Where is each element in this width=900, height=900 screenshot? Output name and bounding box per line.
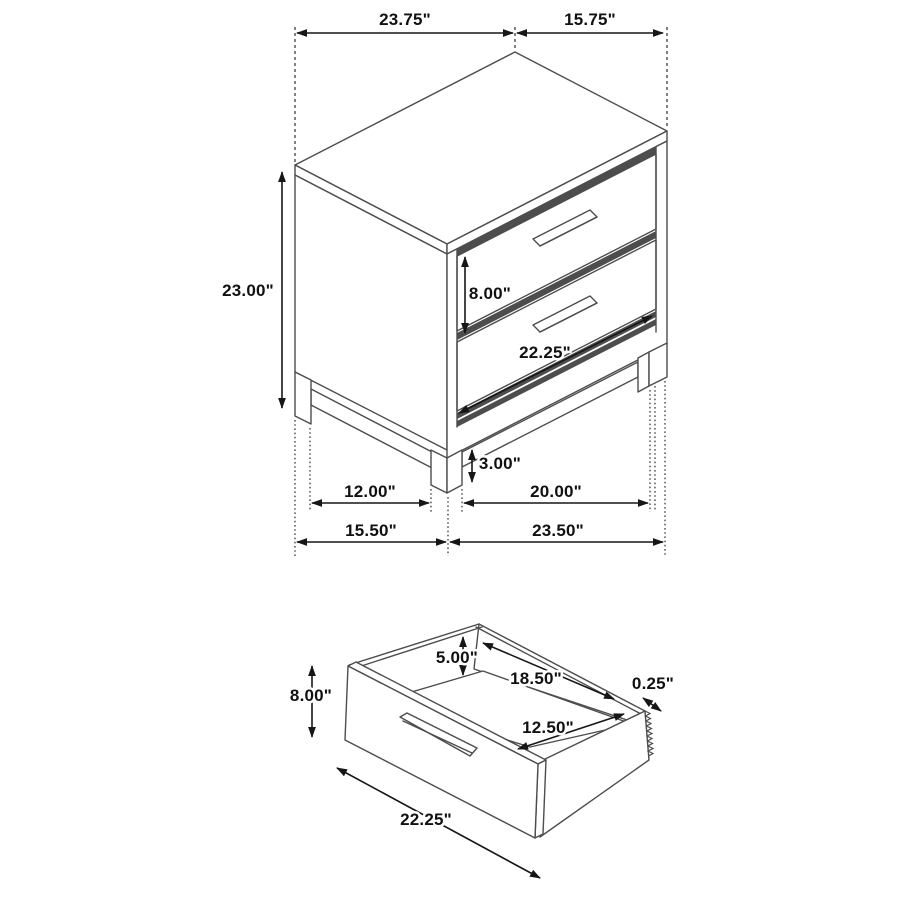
nightstand-drawing (295, 52, 667, 493)
dim-nightstand-overall-width (450, 521, 663, 542)
dim-label: 15.75" (564, 10, 616, 29)
dim-nightstand-top-width (297, 10, 513, 33)
nightstand-leg-front-center-right-face (447, 450, 462, 493)
dim-label: 18.50" (510, 669, 562, 688)
dim-nightstand-leg-height (472, 450, 521, 482)
dim-line (643, 698, 661, 711)
dim-label: 12.50" (522, 718, 574, 737)
dim-label: 22.25" (519, 343, 571, 362)
dim-drawer-front-height (290, 666, 332, 737)
dim-label: 5.00" (435, 648, 479, 667)
dim-nightstand-side-leg-spacing (312, 482, 429, 503)
dim-nightstand-height (222, 172, 282, 408)
dim-label: 22.25" (400, 810, 452, 829)
dim-label: 15.50" (345, 521, 397, 540)
dim-label: 8.00" (468, 284, 512, 303)
dim-nightstand-overall-depth (297, 521, 446, 542)
dim-label: 20.00" (530, 482, 582, 501)
drawer-drawing (345, 624, 653, 838)
dim-label: 23.50" (532, 521, 584, 540)
dim-label: 12.00" (344, 482, 396, 501)
dim-label: 3.00" (478, 454, 522, 473)
dim-label: 0.25" (631, 674, 675, 693)
dim-nightstand-top-depth (517, 10, 663, 33)
dim-label: 8.00" (289, 686, 333, 705)
dim-label: 23.00" (222, 281, 274, 300)
dim-drawer-side-thickness (632, 674, 674, 711)
dim-label: 23.75" (379, 10, 431, 29)
nightstand-leg-front-center-left-face (431, 450, 447, 493)
nightstand-leg-front-right-side-face (638, 352, 649, 392)
nightstand-leg-back-left (295, 372, 311, 424)
dim-nightstand-front-leg-spacing (464, 482, 648, 503)
